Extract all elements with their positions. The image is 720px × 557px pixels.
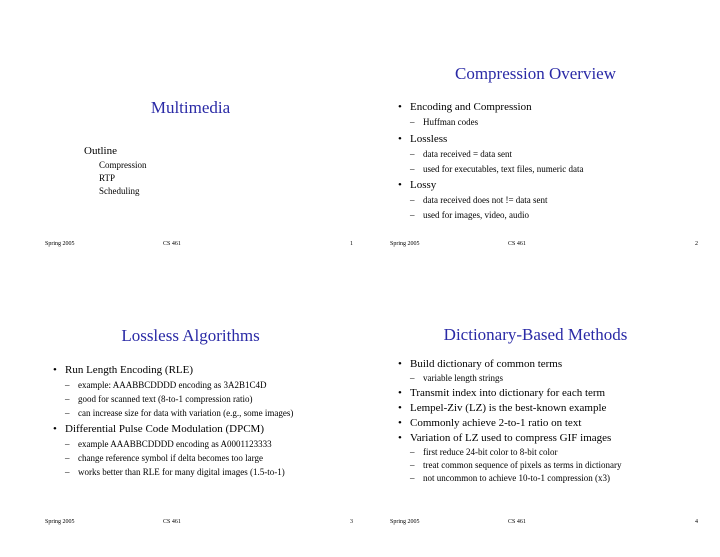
- sub-bullet-item: – data received does not != data sent: [390, 195, 583, 210]
- slide-1: [18, 10, 363, 270]
- sub-bullet-item: – change reference symbol if delta becomes too large: [45, 453, 293, 467]
- bullet-item: • Differential Pulse Code Modulation (DPCM): [45, 423, 293, 439]
- slide-title: Compression Overview: [454, 64, 616, 83]
- sub-bullet-item: – data received = data sent: [390, 149, 583, 164]
- bullet-item: • Lossy: [390, 179, 583, 195]
- bullet-item: • Commonly achieve 2-to-1 ratio on text: [390, 417, 621, 432]
- sub-bullet-item: – not uncommon to achieve 10-to-1 compression (x3): [390, 473, 621, 486]
- sub-bullet-item: – first reduce 24-bit color to 8-bit color: [390, 447, 621, 460]
- outline-item: Compression: [99, 160, 147, 170]
- footer-date: Spring 2005: [45, 519, 75, 525]
- footer-page-number: 1: [350, 241, 353, 247]
- slide-title: Lossless Algorithms: [121, 326, 260, 345]
- bullet-item: • Build dictionary of common terms: [390, 358, 621, 373]
- sub-bullet-item: – treat common sequence of pixels as terms in dictionary: [390, 460, 621, 473]
- footer-date: Spring 2005: [390, 241, 420, 247]
- slide-title: Dictionary-Based Methods: [443, 325, 628, 344]
- bullet-list: [45, 364, 293, 481]
- sub-bullet-item: – variable length strings: [390, 373, 621, 387]
- outline-item: RTP: [99, 173, 115, 183]
- outline-list: [99, 159, 147, 198]
- slide-2: [363, 10, 708, 270]
- slide-footer: [18, 241, 363, 253]
- sub-bullet-item: – Huffman codes: [390, 117, 583, 133]
- slide-3: [18, 288, 363, 548]
- footer-course: CS 461: [163, 519, 181, 525]
- slide-title: Multimedia: [150, 98, 231, 117]
- footer-course: CS 461: [508, 241, 526, 247]
- outline-heading: Outline: [84, 145, 117, 157]
- slide-footer: [18, 519, 363, 531]
- bullet-list: [390, 358, 621, 486]
- outline-item: Scheduling: [99, 186, 140, 196]
- bullet-item: • Transmit index into dictionary for each term: [390, 387, 621, 402]
- sub-bullet-item: – used for executables, text files, numeric data: [390, 164, 583, 179]
- bullet-list: [390, 101, 583, 225]
- sub-bullet-item: – used for images, video, audio: [390, 210, 583, 225]
- bullet-item: • Encoding and Compression: [390, 101, 583, 117]
- bullet-item: • Lempel-Ziv (LZ) is the best-known example: [390, 402, 621, 417]
- sub-bullet-item: – example: AAABBCDDDD encoding as 3A2B1C4D: [45, 380, 293, 394]
- footer-page-number: 3: [350, 519, 353, 525]
- sub-bullet-item: – works better than RLE for many digital images (1.5-to-1): [45, 467, 293, 481]
- sub-bullet-item: – example AAABBCDDDD encoding as A0001123333: [45, 439, 293, 453]
- footer-date: Spring 2005: [45, 241, 75, 247]
- sub-bullet-item: – good for scanned text (8-to-1 compression ratio): [45, 394, 293, 408]
- slide-4: [363, 288, 708, 548]
- footer-course: CS 461: [508, 519, 526, 525]
- footer-course: CS 461: [163, 241, 181, 247]
- slide-footer: [363, 241, 708, 253]
- footer-date: Spring 2005: [390, 519, 420, 525]
- slide-footer: [363, 519, 708, 531]
- bullet-item: • Lossless: [390, 133, 583, 149]
- bullet-item: • Run Length Encoding (RLE): [45, 364, 293, 380]
- footer-page-number: 2: [695, 241, 698, 247]
- sub-bullet-item: – can increase size for data with variation (e.g., some images): [45, 408, 293, 423]
- footer-page-number: 4: [695, 519, 698, 525]
- bullet-item: • Variation of LZ used to compress GIF images: [390, 432, 621, 447]
